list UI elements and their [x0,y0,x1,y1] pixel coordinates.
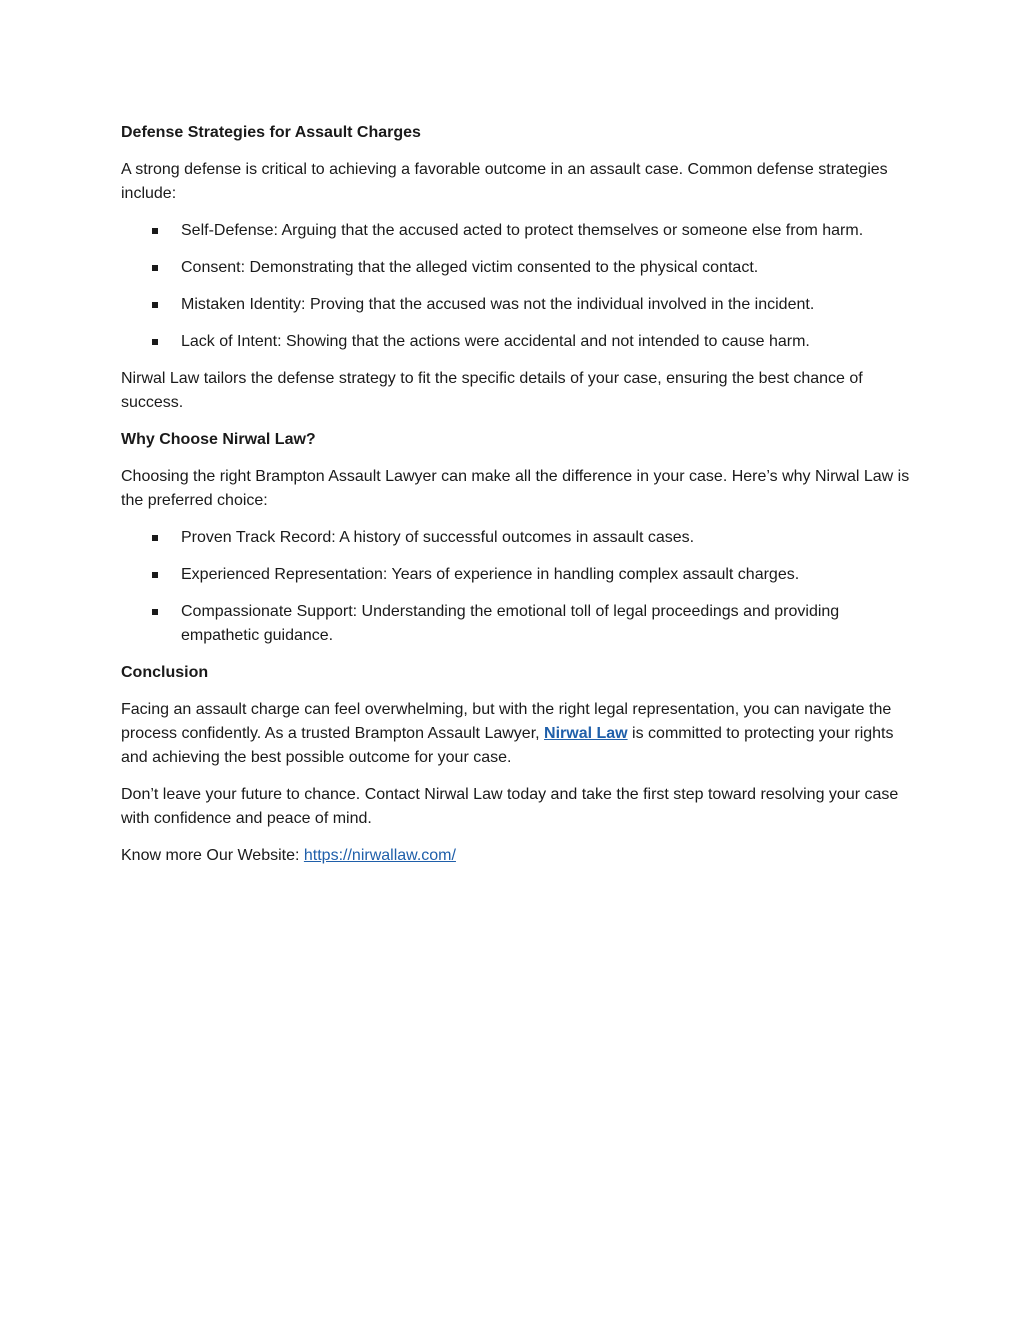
section-heading-why-choose: Why Choose Nirwal Law? [121,431,316,448]
nirwal-law-link[interactable]: Nirwal Law [544,725,628,742]
square-bullet-icon [152,609,158,615]
square-bullet-icon [152,339,158,345]
why-choose-list [121,526,911,648]
square-bullet-icon [152,302,158,308]
list-item-text: Compassionate Support: Understanding the emotional toll of legal proceedings and providing empathetic guidance. [181,603,840,644]
website-link[interactable]: https://nirwallaw.com/ [303,847,456,864]
call-to-action-paragraph: Don’t leave your future to chance. Contact Nirwal Law today and take the first step toward resolving your case with confidence and peace of mind. [121,786,899,827]
list-item-text: Lack of Intent: Showing that the actions were accidental and not intended to cause harm. [181,333,810,350]
square-bullet-icon [152,572,158,578]
list-item [121,293,911,317]
document-page [121,121,911,881]
why-choose-intro-paragraph: Choosing the right Brampton Assault Lawyer can make all the difference in your case. Here’s why Nirwal Law is the preferred choice: [121,468,910,509]
list-item-text: Proven Track Record: A history of successful outcomes in assault cases. [181,529,695,546]
list-item [121,256,911,280]
list-item [121,330,911,354]
section-heading-defense-strategies: Defense Strategies for Assault Charges [121,124,421,141]
list-item-text: Consent: Demonstrating that the alleged victim consented to the physical contact. [181,259,759,276]
defense-intro-paragraph: A strong defense is critical to achieving a favorable outcome in an assault case. Common defense strategies include: [121,161,888,202]
defense-strategies-list [121,219,911,354]
conclusion-text-after-link: is committed to protecting your rights and achieving the best possible outcome for your case. [121,725,894,766]
website-line [121,844,911,868]
list-item-text: Experienced Representation: Years of experience in handling complex assault charges. [181,566,800,583]
list-item [121,563,911,587]
square-bullet-icon [152,265,158,271]
square-bullet-icon [152,228,158,234]
list-item [121,600,911,648]
list-item [121,526,911,550]
defense-closing-paragraph: Nirwal Law tailors the defense strategy to fit the specific details of your case, ensuring the best chance of success. [121,370,863,411]
list-item [121,219,911,243]
section-heading-conclusion: Conclusion [121,664,209,681]
conclusion-paragraph [121,698,911,770]
list-item-text: Mistaken Identity: Proving that the accused was not the individual involved in the incident. [181,296,815,313]
conclusion-text-before-link: Facing an assault charge can feel overwhelming, but with the right legal representation, you can navigate the process confidently. As a trusted Brampton Assault Lawyer, [121,701,892,742]
website-label: Know more Our Website: [121,847,304,864]
list-item-text: Self-Defense: Arguing that the accused acted to protect themselves or someone else from harm. [181,222,864,239]
square-bullet-icon [152,535,158,541]
